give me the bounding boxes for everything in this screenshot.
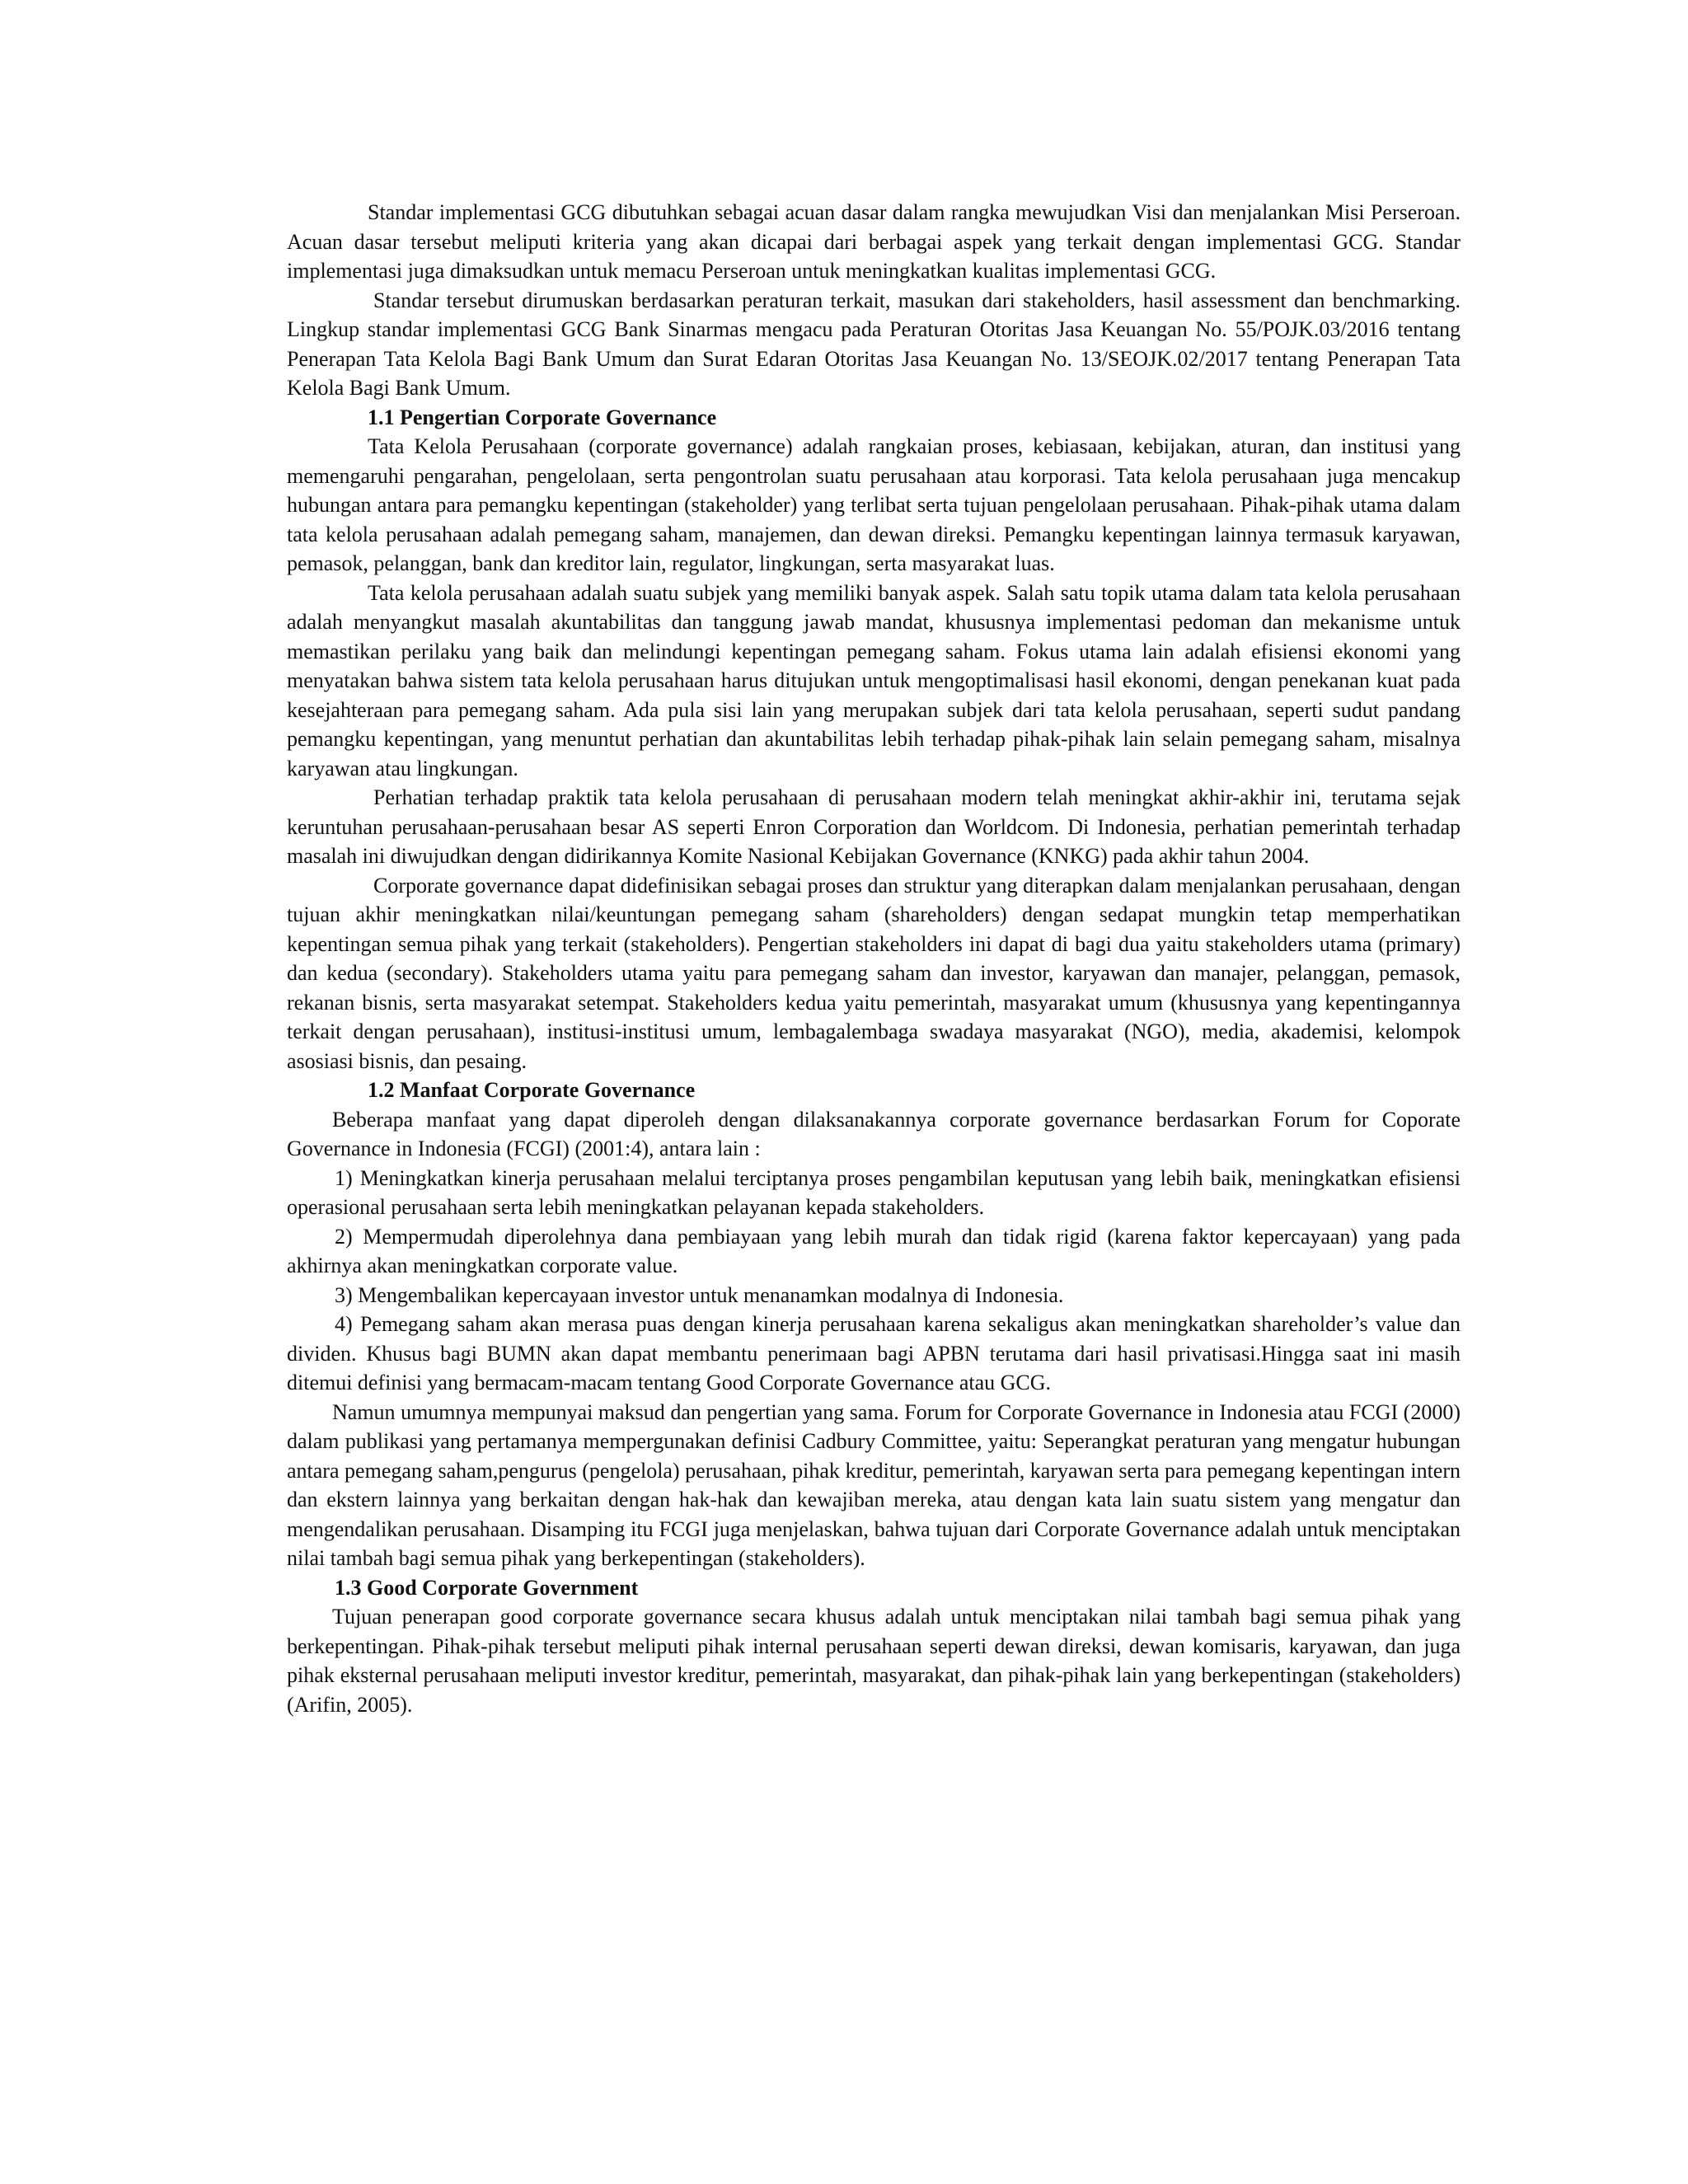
section-1-paragraph-1: Tata Kelola Perusahaan (corporate governance) adalah rangkaian proses, kebiasaan, kebijakan, aturan, dan institusi yang memengaruhi pengarahan, pengelolaan, serta pengontrolan suatu perusahaan atau korporasi. Tata kelola perusahaan juga mencakup hubungan antara para pemangku kepentingan (stakeholder) yang terlibat serta tujuan pengelolaan perusahaan. Pihak-pihak utama dalam tata kelola perusahaan adalah pemegang saham, manajemen, dan dewan direksi. Pemangku kepentingan lainnya termasuk karyawan, pemasok, pelanggan, bank dan kreditor lain, regulator, lingkungan, serta masyarakat luas. bbox=[287, 434, 1461, 575]
section-1-paragraph-3: Perhatian terhadap praktik tata kelola perusahaan di perusahaan modern telah meningkat akhir-akhir ini, terutama sejak keruntuhan perusahaan-perusahaan besar AS seperti Enron Corporation dan Worldcom. Di Indonesia, perhatian pemerintah terhadap masalah ini diwujudkan dengan didirikannya Komite Nasional Kebijakan Governance (KNKG) pada akhir tahun 2004. bbox=[287, 785, 1461, 868]
section-2-heading: 1.2 Manfaat Corporate Governance bbox=[368, 1078, 696, 1102]
section-2-list-item-3: 3) Mengembalikan kepercayaan investor untuk menanamkan modalnya di Indonesia. bbox=[335, 1282, 1064, 1307]
section-1-paragraph-2: Tata kelola perusahaan adalah suatu subjek yang memiliki banyak aspek. Salah satu topik utama dalam tata kelola perusahaan adalah menyangkut masalah akuntabilitas dan tanggung jawab mandat, khususnya implementasi pedoman dan mekanisme untuk memastikan perilaku yang baik dan melindungi kepentingan pemegang saham. Fokus utama lain adalah efisiensi ekonomi yang menyatakan bahwa sistem tata kelola perusahaan harus ditujukan untuk mengoptimalisasi hasil ekonomi, dengan penekanan kuat pada kesejahteraan para pemegang saham. Ada pula sisi lain yang merupakan subjek dari tata kelola perusahaan, seperti sudut pandang pemangku kepentingan, yang menuntut perhatian dan akuntabilitas lebih terhadap pihak-pihak lain selain pemegang saham, misalnya karyawan atau lingkungan. bbox=[287, 580, 1461, 780]
section-3-paragraph-1: Tujuan penerapan good corporate governance secara khusus adalah untuk menciptakan nilai tambah bagi semua pihak yang berkepentingan. Pihak-pihak tersebut meliputi pihak internal perusahaan seperti dewan direksi, dewan komisaris, karyawan, dan juga pihak eksternal perusahaan meliputi investor kreditur, pemerintah, masyarakat, dan pihak-pihak lain yang berkepentingan (stakeholders) (Arifin, 2005). bbox=[287, 1605, 1461, 1717]
section-1-heading: 1.1 Pengertian Corporate Governance bbox=[368, 405, 717, 429]
section-2-paragraph-2: Namun umumnya mempunyai maksud dan pengertian yang sama. Forum for Corporate Governance in Indonesia atau FCGI (2000) dalam publikasi yang pertamanya mempergunakan definisi Cadbury Committee, yaitu: Seperangkat peraturan yang mengatur hubungan antara pemegang saham,pengurus (pengelola) perusahaan, pihak kreditur, pemerintah, karyawan serta para pemegang kepentingan intern dan ekstern lainnya yang berkaitan dengan hak-hak dan kewajiban mereka, atau dengan kata lain suatu sistem yang mengatur dan mengendalikan perusahaan. Disamping itu FCGI juga menjelaskan, bahwa tujuan dari Corporate Governance adalah untuk menciptakan nilai tambah bagi semua pihak yang berkepentingan (stakeholders). bbox=[287, 1399, 1461, 1570]
section-2-list-item-1: 1) Meningkatkan kinerja perusahaan melalui terciptanya proses pengambilan keputusan yang lebih baik, meningkatkan efisiensi operasional perusahaan serta lebih meningkatkan pelayanan kepada stakeholders. bbox=[287, 1165, 1461, 1219]
document-page bbox=[287, 198, 1461, 1719]
intro-paragraph-2: Standar tersebut dirumuskan berdasarkan peraturan terkait, masukan dari stakeholders, hasil assessment dan benchmarking. Lingkup standar implementasi GCG Bank Sinarmas mengacu pada Peraturan Otoritas Jasa Keuangan No. 55/POJK.03/2016 tentang Penerapan Tata Kelola Bagi Bank Umum dan Surat Edaran Otoritas Jasa Keuangan No. 13/SEOJK.02/2017 tentang Penerapan Tata Kelola Bagi Bank Umum. bbox=[287, 288, 1461, 400]
intro-paragraph-1: Standar implementasi GCG dibutuhkan sebagai acuan dasar dalam rangka mewujudkan Visi dan menjalankan Misi Perseroan. Acuan dasar tersebut meliputi kriteria yang akan dicapai dari berbagai aspek yang terkait dengan implementasi GCG. Standar implementasi juga dimaksudkan untuk memacu Perseroan untuk meningkatkan kualitas implementasi GCG. bbox=[287, 200, 1461, 283]
section-2-list-item-2: 2) Mempermudah diperolehnya dana pembiayaan yang lebih murah dan tidak rigid (karena faktor kepercayaan) yang pada akhirnya akan meningkatkan corporate value. bbox=[287, 1224, 1461, 1277]
section-3-heading: 1.3 Good Corporate Government bbox=[335, 1575, 639, 1600]
section-2-list-item-4: 4) Pemegang saham akan merasa puas dengan kinerja perusahaan karena sekaligus akan meningkatkan shareholder’s value dan dividen. Khusus bagi BUMN akan dapat membantu penerimaan bagi APBN terutama dari hasil privatisasi.Hingga saat ini masih ditemui definisi yang bermacam-macam tentang Good Corporate Governance atau GCG. bbox=[287, 1312, 1461, 1394]
section-2-paragraph-1: Beberapa manfaat yang dapat diperoleh dengan dilaksanakannya corporate governance berdasarkan Forum for Coporate Governance in Indonesia (FCGI) (2001:4), antara lain : bbox=[287, 1107, 1461, 1160]
section-1-paragraph-4: Corporate governance dapat didefinisikan sebagai proses dan struktur yang diterapkan dalam menjalankan perusahaan, dengan tujuan akhir meningkatkan nilai/keuntungan pemegang saham (shareholders) dengan sedapat mungkin tetap memperhatikan kepentingan semua pihak yang terkait (stakeholders). Pengertian stakeholders ini dapat di bagi dua yaitu stakeholders utama (primary) dan kedua (secondary). Stakeholders utama yaitu para pemegang saham dan investor, karyawan dan manajer, pelanggan, pemasok, rekanan bisnis, serta masyarakat setempat. Stakeholders kedua yaitu pemerintah, masyarakat umum (khususnya yang kepentingannya terkait dengan perusahaan), institusi-institusi umum, lembagalembaga swadaya masyarakat (NGO), media, akademisi, kelompok asosiasi bisnis, dan pesaing. bbox=[287, 873, 1461, 1073]
